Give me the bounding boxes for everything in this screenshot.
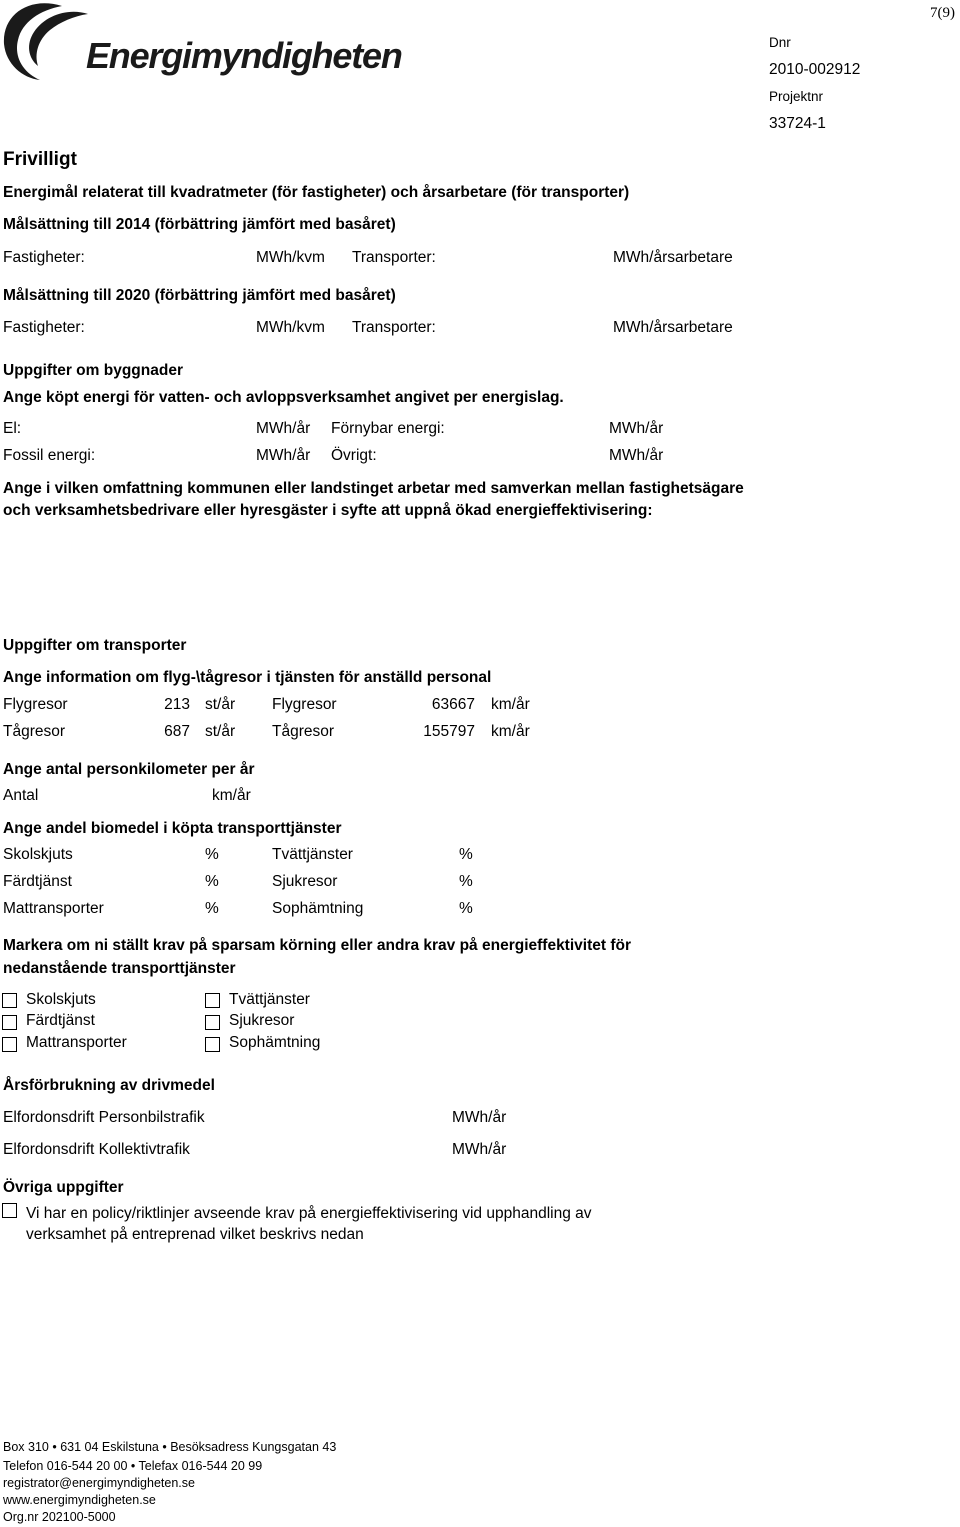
renewable-label: Förnybar energi: [331,420,445,437]
footer-phone: Telefon 016-544 20 00 • Telefax 016-544 20 99 [3,1459,263,1473]
fossil-unit: MWh/år [256,447,311,464]
goal-2014-buildings-label: Fastigheter: [3,249,85,266]
goal-2020-buildings-unit: MWh/kvm [256,319,325,336]
goal-2020-transport-unit: MWh/årsarbetare [613,319,733,336]
goal-2020-heading: Målsättning till 2020 (förbättring jämfört med basåret) [3,287,396,304]
bio-unit-left: % [205,846,219,863]
travel-distance-unit: km/år [491,696,530,713]
buildings-heading: Uppgifter om byggnader [3,362,183,379]
other-heading: Övriga uppgifter [3,1179,124,1196]
fuel-unit-personbil: MWh/år [452,1109,507,1126]
checkbox-label-sjukresor: Sjukresor [229,1012,295,1029]
checkbox-label-mattransporter: Mattransporter [26,1034,127,1051]
travel-label-flights: Flygresor [3,696,68,713]
bio-unit-right: % [459,846,473,863]
pkm-unit: km/år [212,787,251,804]
goal-2014-transport-label: Transporter: [352,249,436,266]
fuel-heading: Årsförbrukning av drivmedel [3,1077,215,1094]
other-label: Övrigt: [331,447,377,464]
dnr-label: Dnr [769,35,791,50]
checkbox-label-fardtjanst: Färdtjänst [26,1012,95,1029]
checkbox-skolskjuts[interactable] [2,993,17,1008]
checkbox-label-sophamtning: Sophämtning [229,1034,321,1051]
bio-heading: Ange andel biomedel i köpta transporttjänster [3,820,342,837]
section-heading-frivilligt: Frivilligt [3,149,77,170]
bio-unit-left: % [205,900,219,917]
demands-text-line1: Markera om ni ställt krav på sparsam körning eller andra krav på energieffektivitet för [3,937,631,954]
bio-label-left: Mattransporter [3,900,104,917]
travel-distance-unit: km/år [491,723,530,740]
transport-heading: Uppgifter om transporter [3,637,187,654]
checkbox-sophamtning[interactable] [205,1037,220,1052]
travel-label-trains: Tågresor [3,723,66,740]
checkbox-mattransporter[interactable] [2,1037,17,1052]
dnr-value: 2010-002912 [769,61,861,78]
travel-distance-trains: 155797 [423,723,475,740]
checkbox-policy[interactable] [2,1203,17,1218]
goal-2014-heading: Målsättning till 2014 (förbättring jämfört med basåret) [3,216,396,233]
pkm-label: Antal [3,787,39,804]
travel-label2-trains: Tågresor [272,723,335,740]
policy-text-line1: Vi har en policy/riktlinjer avseende krav på energieffektivisering vid upphandling av [26,1205,592,1222]
fuel-label-personbil: Elfordonsdrift Personbilstrafik [3,1109,205,1126]
travel-heading: Ange information om flyg-\tågresor i tjänsten för anställd personal [3,669,492,686]
pkm-heading: Ange antal personkilometer per år [3,761,255,778]
other-unit: MWh/år [609,447,664,464]
bio-label-right: Sjukresor [272,873,338,890]
demands-text-line2: nedanstående transporttjänster [3,960,236,977]
energy-goals-heading: Energimål relaterat till kvadratmeter (för fastigheter) och årsarbetare (för transporter) [3,184,630,201]
bio-label-left: Skolskjuts [3,846,73,863]
fuel-label-kollektiv: Elfordonsdrift Kollektivtrafik [3,1141,190,1158]
buildings-instruction: Ange köpt energi för vatten- och avloppsverksamhet angivet per energislag. [3,389,564,406]
goal-2014-buildings-unit: MWh/kvm [256,249,325,266]
travel-label2-flights: Flygresor [272,696,337,713]
cooperation-text-line1: Ange i vilken omfattning kommunen eller landstinget arbetar med samverkan mellan fastighetsägare [3,480,744,497]
policy-text-line2: verksamhet på entreprenad vilket beskrivs nedan [26,1226,364,1243]
checkbox-sjukresor[interactable] [205,1015,220,1030]
goal-2020-transport-label: Transporter: [352,319,436,336]
travel-count-unit: st/år [205,723,236,740]
footer-website[interactable]: www.energimyndigheten.se [3,1493,156,1507]
checkbox-tvattjanster[interactable] [205,993,220,1008]
checkbox-label-skolskjuts: Skolskjuts [26,991,96,1008]
travel-count-unit: st/år [205,696,236,713]
goal-2020-buildings-label: Fastigheter: [3,319,85,336]
checkbox-label-tvattjanster: Tvättjänster [229,991,310,1008]
goal-2014-transport-unit: MWh/årsarbetare [613,249,733,266]
footer-orgnr: Org.nr 202100-5000 [3,1510,116,1524]
bio-unit-right: % [459,873,473,890]
el-label: El: [3,420,22,437]
projektnr-label: Projektnr [769,89,824,104]
bio-label-right: Sophämtning [272,900,364,917]
travel-distance-flights: 63667 [431,696,475,713]
cooperation-text-line2: och verksamhetsbedrivare eller hyresgäster i syfte att uppnå ökad energieffektivisering: [3,502,653,519]
fuel-unit-kollektiv: MWh/år [452,1141,507,1158]
bio-label-left: Färdtjänst [3,873,72,890]
el-unit: MWh/år [256,420,311,437]
renewable-unit: MWh/år [609,420,664,437]
bio-label-right: Tvättjänster [272,846,353,863]
fossil-label: Fossil energi: [3,447,96,464]
projektnr-value: 33724-1 [769,115,826,132]
travel-count-flights: 213 [164,696,190,713]
footer-address: Box 310 • 631 04 Eskilstuna • Besöksadress Kungsgatan 43 [3,1440,337,1454]
page-number: 7(9) [930,5,955,21]
travel-count-trains: 687 [164,723,190,740]
bio-unit-left: % [205,873,219,890]
checkbox-fardtjanst[interactable] [2,1015,17,1030]
bio-unit-right: % [459,900,473,917]
footer-email[interactable]: registrator@energimyndigheten.se [3,1476,195,1490]
logo-wordmark: Energimyndigheten [86,35,402,76]
energimyndigheten-logo-mark [0,0,92,84]
